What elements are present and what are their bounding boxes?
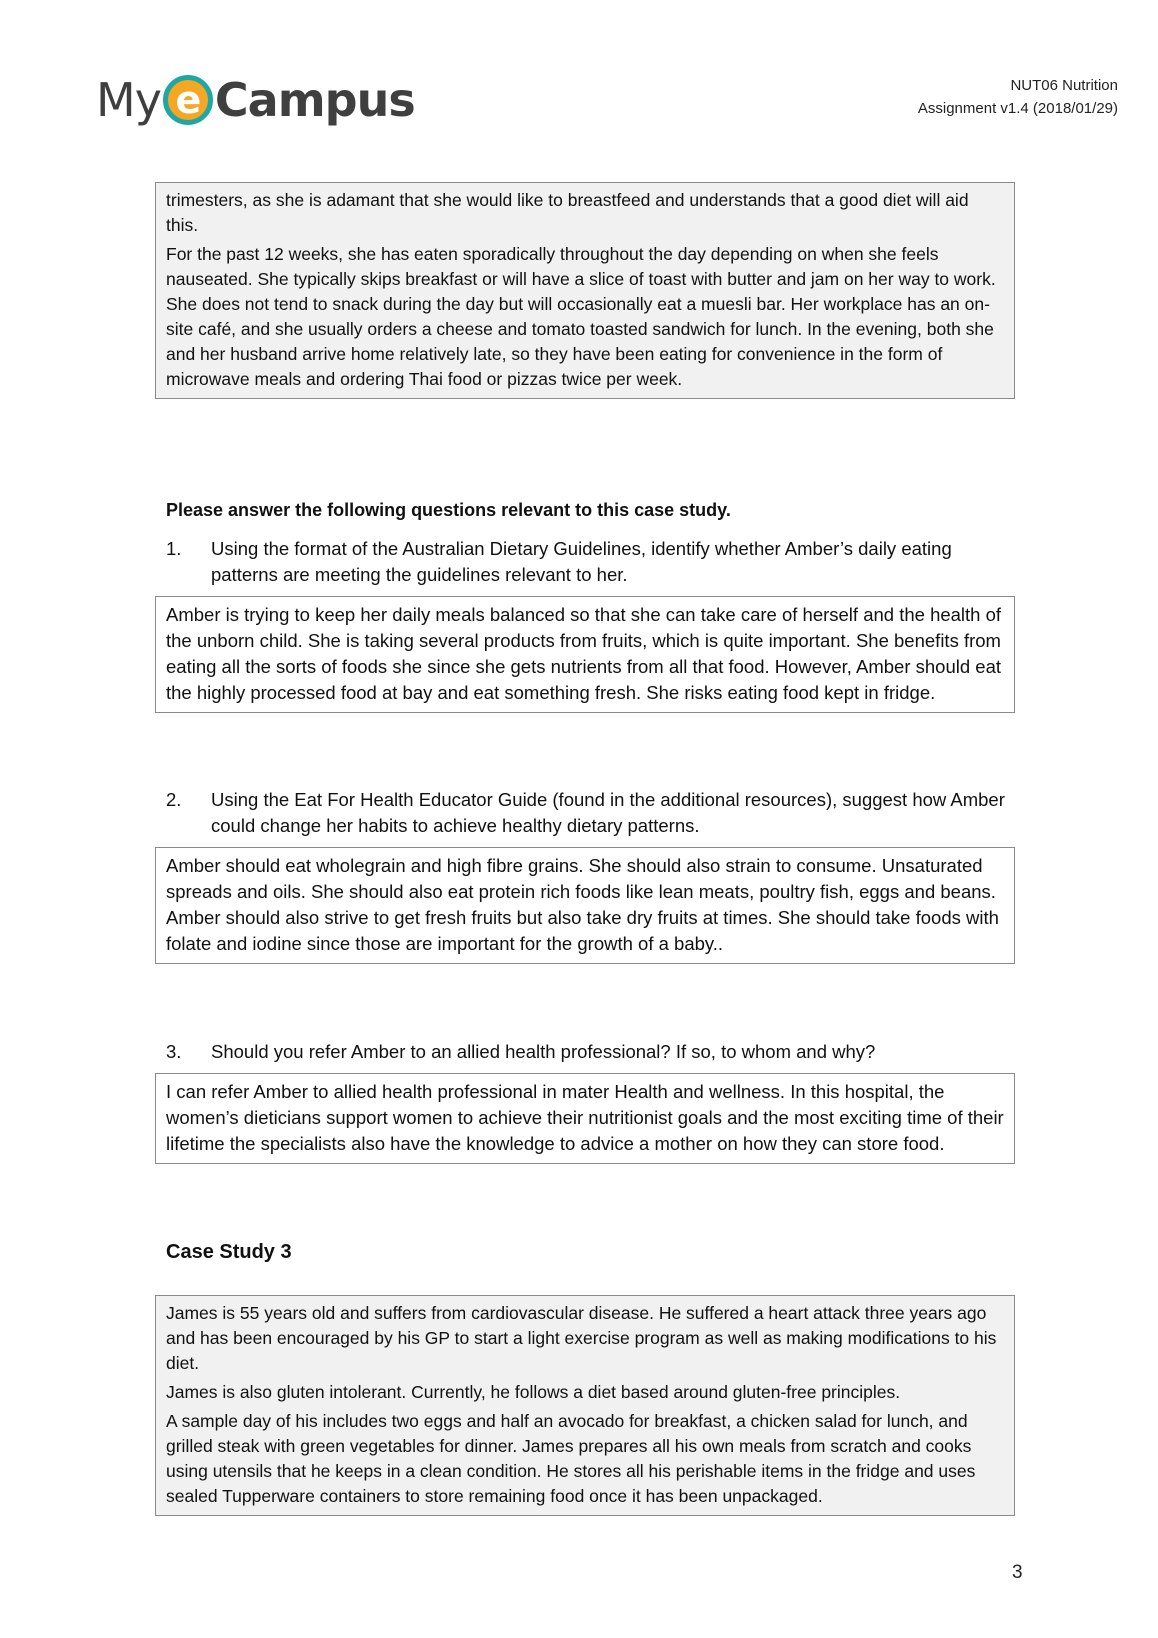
question-1 bbox=[166, 536, 1021, 588]
answer-text: I can refer Amber to allied health professional in mater Health and wellness. In this hospital, the women’s dieticians support women to achieve their nutritionist goals and the most exciting time of their lifetime the specialists also have the knowledge to advice a mother on how they can store food. bbox=[166, 1081, 1004, 1154]
question-number: 3. bbox=[166, 1041, 182, 1062]
case-study-paragraph: A sample day of his includes two eggs and half an avocado for breakfast, a chicken salad for lunch, and grilled steak with green vegetables for dinner. James prepares all his own meals from scratch and cooks using utensils that he keeps in a clean condition. He stores all his perishable items in the fridge and uses sealed Tupperware containers to store remaining food once it has been unpackaged. bbox=[166, 1411, 976, 1506]
logo-text-campus: Campus bbox=[214, 73, 415, 127]
scenario-paragraph: trimesters, as she is adamant that she would like to breastfeed and understands that a good diet will aid this. bbox=[166, 190, 969, 235]
question-text: Using the Eat For Health Educator Guide (found in the additional resources), suggest how Amber could change her habits to achieve healthy dietary patterns. bbox=[211, 789, 1005, 836]
question-number: 1. bbox=[166, 538, 182, 559]
case-study-paragraph: James is 55 years old and suffers from cardiovascular disease. He suffered a heart attack three years ago and has been encouraged by his GP to start a light exercise program as well as making modifications to his diet. bbox=[166, 1303, 997, 1373]
logo-text-my: My bbox=[96, 73, 161, 127]
case-study-paragraph: James is also gluten intolerant. Currently, he follows a diet based around gluten-free principles. bbox=[166, 1382, 901, 1402]
question-number: 2. bbox=[166, 789, 182, 810]
question-3 bbox=[166, 1039, 1021, 1065]
page-number: 3 bbox=[1012, 1562, 1023, 1583]
question-text: Should you refer Amber to an allied health professional? If so, to whom and why? bbox=[211, 1041, 876, 1062]
scenario-paragraph: For the past 12 weeks, she has eaten sporadically throughout the day depending on when she feels nauseated. She typically skips breakfast or will have a slice of toast with butter and jam on her way to work. She does not tend to snack during the day but will occasionally eat a muesli bar. Her workplace has an on-site café, and she usually orders a cheese and tomato toasted sandwich for lunch. In the evening, both she and her husband arrive home relatively late, so they have been eating for convenience in the form of microwave meals and ordering Thai food or pizzas twice per week. bbox=[166, 244, 996, 389]
document-header-info bbox=[918, 74, 1118, 120]
course-code: NUT06 Nutrition bbox=[1010, 77, 1118, 94]
questions-instruction: Please answer the following questions relevant to this case study. bbox=[166, 500, 731, 520]
answer-text: Amber should eat wholegrain and high fibre grains. She should also strain to consume. Unsaturated spreads and oils. She should also eat protein rich foods like lean meats, poultry fish, eggs and beans. Amber should also strive to get fresh fruits but also take dry fruits at times. She should take foods with folate and iodine since those are important for the growth of a baby.. bbox=[166, 855, 999, 954]
scenario-text-box bbox=[155, 182, 1015, 399]
case-study-3-box bbox=[155, 1295, 1015, 1516]
question-2 bbox=[166, 787, 1021, 839]
assignment-version: Assignment v1.4 (2018/01/29) bbox=[917, 100, 1118, 117]
answer-3-box bbox=[155, 1073, 1015, 1164]
answer-text: Amber is trying to keep her daily meals balanced so that she can take care of herself and the health of the unborn child. She is taking several products from fruits, which is quite important. She benefits from eating all the sorts of foods she since she gets nutrients from all that food. However, Amber should eat the highly processed food at bay and eat something fresh. She risks eating food kept in fridge. bbox=[166, 604, 1002, 703]
question-text: Using the format of the Australian Dietary Guidelines, identify whether Amber’s daily eating patterns are meeting the guidelines relevant to her. bbox=[211, 538, 952, 585]
answer-1-box bbox=[155, 596, 1015, 713]
answer-2-box bbox=[155, 847, 1015, 964]
mycampus-logo bbox=[96, 70, 415, 130]
case-study-title: Case Study 3 bbox=[166, 1241, 292, 1263]
logo-e-badge: e bbox=[163, 75, 213, 125]
